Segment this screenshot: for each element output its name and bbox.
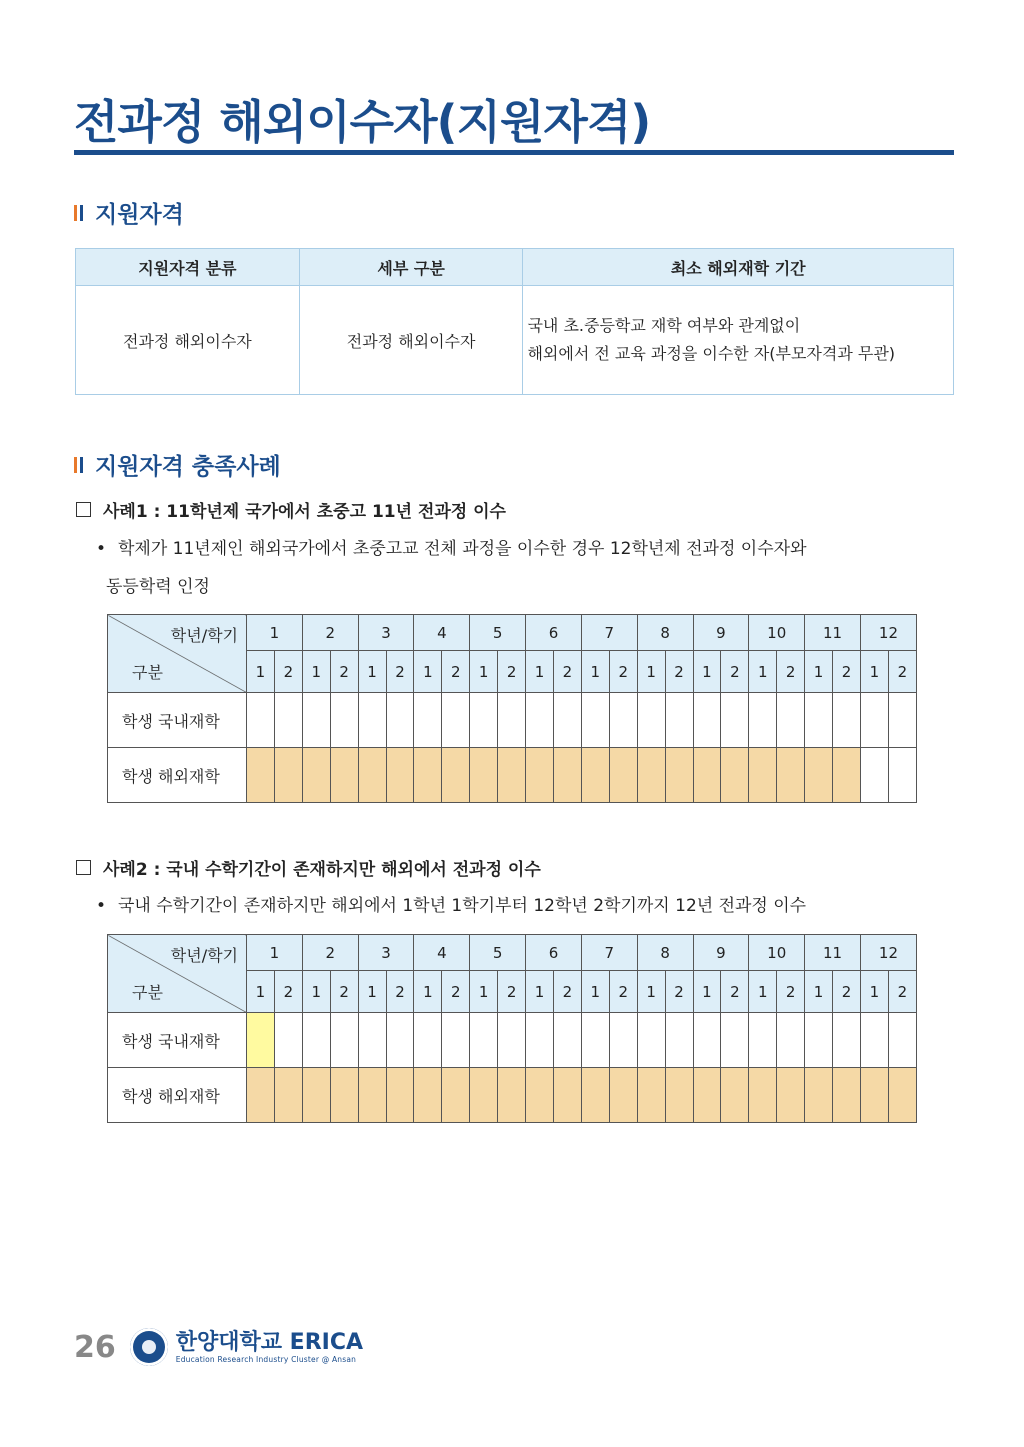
term-header: 2 [553,651,581,693]
semester-cell [553,1013,581,1068]
table-cell [523,286,954,395]
term-header: 2 [386,971,414,1013]
semester-cell [526,748,554,803]
semester-cell [749,1013,777,1068]
semester-cell [637,693,665,748]
term-header: 2 [665,971,693,1013]
semester-cell [553,748,581,803]
semester-cell [777,693,805,748]
semester-cell [386,693,414,748]
term-header: 1 [247,971,275,1013]
semester-cell [498,1013,526,1068]
semester-cell [247,748,275,803]
semester-cell [833,748,861,803]
table-cell: 전과정 해외이수자 [299,286,523,395]
semester-cell [386,748,414,803]
term-header: 1 [470,651,498,693]
case2-title-text: 사례2 : 국내 수학기간이 존재하지만 해외에서 전과정 이수 [103,860,541,880]
grade-header: 8 [637,935,693,971]
semester-cell [302,1013,330,1068]
grade-header: 5 [470,935,526,971]
semester-cell [274,693,302,748]
grade-header: 3 [358,615,414,651]
semester-cell [693,748,721,803]
term-header: 1 [805,971,833,1013]
semester-cell [247,1013,275,1068]
term-header: 1 [581,971,609,1013]
case1-title-text: 사례1 : 11학년제 국가에서 초중고 11년 전과정 이수 [103,502,506,522]
semester-cell [302,748,330,803]
table-row [108,748,917,803]
semester-cell [805,1068,833,1123]
row-label-abroad: 학생 해외재학 [108,1068,247,1123]
grade-header: 11 [805,935,861,971]
grade-header: 12 [860,615,916,651]
semester-cell [470,748,498,803]
semester-cell [414,1013,442,1068]
page-number: 26 [74,1329,116,1365]
checkbox-square-icon [76,860,91,875]
semester-cell [637,1013,665,1068]
semester-cell [665,1068,693,1123]
semester-cell [721,1013,749,1068]
term-header: 2 [665,651,693,693]
grade-header: 9 [693,615,749,651]
semester-cell [358,693,386,748]
term-header: 1 [581,651,609,693]
semester-cell [777,1013,805,1068]
semester-cell [358,748,386,803]
term-header: 1 [693,651,721,693]
term-header: 2 [721,651,749,693]
term-header: 1 [414,971,442,1013]
semester-cell [749,748,777,803]
table-row [108,693,917,748]
grade-header: 3 [358,935,414,971]
term-header: 2 [274,651,302,693]
semester-cell [693,693,721,748]
term-header: 2 [386,651,414,693]
table-header: 최소 해외재학 기간 [523,249,954,286]
case1-description [96,534,807,559]
case2-title [76,855,541,880]
semester-cell [414,748,442,803]
case1-desc-line: 학제가 11년제인 해외국가에서 초중고교 전체 과정을 이수한 경우 12학년제 전과정 이수자와 [118,539,807,559]
semester-cell [665,693,693,748]
semester-cell [581,1068,609,1123]
grade-header: 5 [470,615,526,651]
semester-cell [330,1068,358,1123]
title-underline [74,150,954,155]
semester-cell [833,1013,861,1068]
grid-corner-cell [108,935,247,1013]
bullet-icon: • [96,896,107,916]
case1-semester-grid [107,614,917,803]
bullet-icon: • [96,539,107,559]
semester-cell [498,1068,526,1123]
term-header: 2 [777,971,805,1013]
grade-header: 4 [414,615,470,651]
term-header: 1 [358,971,386,1013]
grade-header: 6 [526,935,582,971]
semester-cell [888,1013,916,1068]
semester-cell [665,748,693,803]
semester-cell [721,693,749,748]
semester-cell [833,1068,861,1123]
semester-cell [302,693,330,748]
table-row [108,1068,917,1123]
semester-cell [470,1013,498,1068]
term-header: 2 [833,651,861,693]
semester-cell [247,1068,275,1123]
semester-cell [637,748,665,803]
semester-cell [805,693,833,748]
term-header: 1 [637,971,665,1013]
semester-cell [833,693,861,748]
term-header: 1 [302,971,330,1013]
section-marker-icon [74,457,83,473]
row-label-domestic: 학생 국내재학 [108,1013,247,1068]
grade-header: 4 [414,935,470,971]
semester-cell [526,693,554,748]
term-header: 2 [330,651,358,693]
corner-label-bottom: 구분 [132,983,163,1002]
semester-cell [302,1068,330,1123]
section-marker-icon [74,205,83,221]
semester-cell [721,1068,749,1123]
grade-header: 7 [581,615,637,651]
semester-cell [526,1068,554,1123]
term-header: 1 [860,971,888,1013]
case2-desc-line: 국내 수학기간이 존재하지만 해외에서 1학년 1학기부터 12학년 2학기까지 12년 전과정 이수 [118,896,807,916]
semester-cell [609,1013,637,1068]
grid-corner-cell [108,615,247,693]
term-header: 2 [888,971,916,1013]
term-header: 1 [860,651,888,693]
table-row [108,1013,917,1068]
term-header: 1 [637,651,665,693]
term-header: 1 [470,971,498,1013]
term-header: 2 [777,651,805,693]
semester-cell [581,1013,609,1068]
semester-cell [777,1068,805,1123]
semester-cell [749,693,777,748]
period-line: 국내 초.중등학교 재학 여부와 관계없이 [527,316,801,335]
period-line: 해외에서 전 교육 과정을 이수한 자(부모자격과 무관) [527,344,896,363]
semester-cell [609,1068,637,1123]
term-header: 2 [888,651,916,693]
semester-cell [888,693,916,748]
section-heading-text: 지원자격 [95,202,184,228]
semester-cell [749,1068,777,1123]
term-header: 1 [247,651,275,693]
page-title: 전과정 해외이수자(지원자격) [74,95,651,149]
grade-header: 7 [581,935,637,971]
grade-header: 8 [637,615,693,651]
semester-cell [498,748,526,803]
grade-header: 10 [749,935,805,971]
term-header: 2 [721,971,749,1013]
grade-header: 2 [302,935,358,971]
semester-cell [581,748,609,803]
case2-description [96,891,806,916]
semester-cell [330,1013,358,1068]
semester-cell [805,1013,833,1068]
semester-cell [442,748,470,803]
semester-cell [274,1068,302,1123]
corner-label-top: 학년/학기 [170,626,238,645]
checkbox-square-icon [76,502,91,517]
semester-cell [860,1013,888,1068]
grade-header: 11 [805,615,861,651]
semester-cell [637,1068,665,1123]
semester-cell [805,748,833,803]
semester-cell [665,1013,693,1068]
term-header: 2 [553,971,581,1013]
university-seal-icon [130,1328,168,1366]
term-header: 1 [526,971,554,1013]
term-header: 1 [749,651,777,693]
semester-cell [581,693,609,748]
term-header: 2 [330,971,358,1013]
table-row [76,286,954,395]
semester-cell [358,1013,386,1068]
term-header: 2 [442,971,470,1013]
term-header: 1 [526,651,554,693]
qualification-table [75,248,954,395]
semester-cell [860,693,888,748]
grade-header: 1 [247,615,303,651]
term-header: 1 [302,651,330,693]
term-header: 2 [274,971,302,1013]
section-heading-cases [74,448,281,481]
semester-cell [609,748,637,803]
university-logo [176,1331,363,1364]
table-cell: 전과정 해외이수자 [76,286,300,395]
semester-cell [386,1068,414,1123]
case1-title [76,497,506,522]
corner-label-bottom: 구분 [132,663,163,682]
row-label-abroad: 학생 해외재학 [108,748,247,803]
semester-cell [274,748,302,803]
case1-desc-line: 동등학력 인정 [106,577,210,597]
term-header: 2 [609,651,637,693]
section-heading-text: 지원자격 충족사례 [95,454,281,480]
table-header: 지원자격 분류 [76,249,300,286]
semester-cell [274,1013,302,1068]
row-label-domestic: 학생 국내재학 [108,693,247,748]
semester-cell [442,1068,470,1123]
semester-cell [470,693,498,748]
semester-cell [693,1068,721,1123]
term-header: 2 [833,971,861,1013]
term-header: 1 [693,971,721,1013]
term-header: 1 [414,651,442,693]
grade-header: 10 [749,615,805,651]
grade-header: 1 [247,935,303,971]
semester-cell [777,748,805,803]
section-heading-qualification [74,196,184,229]
semester-cell [609,693,637,748]
grade-header: 2 [302,615,358,651]
corner-label-top: 학년/학기 [170,946,238,965]
grade-header: 6 [526,615,582,651]
term-header: 2 [498,651,526,693]
semester-cell [470,1068,498,1123]
semester-cell [330,693,358,748]
semester-cell [888,1068,916,1123]
semester-cell [553,1068,581,1123]
semester-cell [498,693,526,748]
semester-cell [386,1013,414,1068]
brand-name: 한양대학교 ERICA [175,1329,363,1355]
semester-cell [442,1013,470,1068]
brand-tagline: Education Research Industry Cluster @ Ansan [175,1354,357,1364]
semester-cell [442,693,470,748]
table-header: 세부 구분 [299,249,523,286]
term-header: 2 [498,971,526,1013]
term-header: 2 [442,651,470,693]
semester-cell [860,1068,888,1123]
semester-cell [888,748,916,803]
term-header: 2 [609,971,637,1013]
semester-cell [414,1068,442,1123]
semester-cell [414,693,442,748]
semester-cell [526,1013,554,1068]
term-header: 1 [805,651,833,693]
semester-cell [330,748,358,803]
term-header: 1 [749,971,777,1013]
semester-cell [721,748,749,803]
grade-header: 12 [860,935,916,971]
semester-cell [247,693,275,748]
grade-header: 9 [693,935,749,971]
footer [74,1328,363,1366]
semester-cell [553,693,581,748]
semester-cell [358,1068,386,1123]
term-header: 1 [358,651,386,693]
semester-cell [693,1013,721,1068]
case2-semester-grid [107,934,917,1123]
semester-cell [860,748,888,803]
